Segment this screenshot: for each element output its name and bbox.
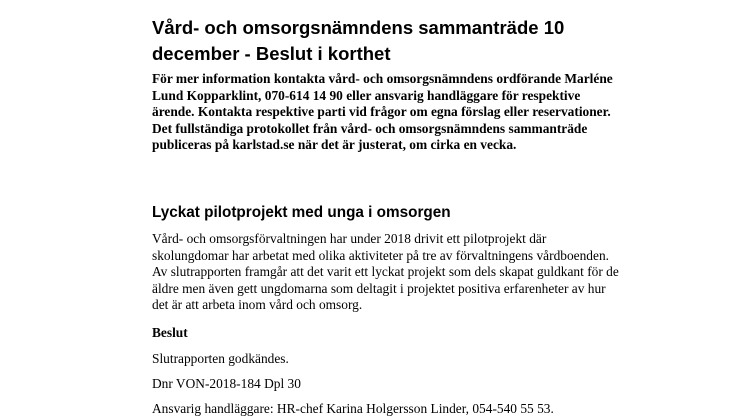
reference-number: Dnr VON-2018-184 Dpl 30 — [152, 376, 301, 391]
section-body: Vård- och omsorgsförvaltningen har under 2018 drivit ett pilotprojekt där skolungdomar har arbetat med olika aktiviteter på tre av förvaltningens vårdboenden. Av slutrapporten framgår att det varit ett lyckat projekt som dels skapat guldkant för de äldre men även gett ungdomarna som deltagit i projektet positiva erfarenheter av hur det är att arbeta inom vård och omsorg. — [152, 231, 619, 313]
section-heading: Lyckat pilotprojekt med unga i omsorgen — [152, 204, 451, 221]
decision-label: Beslut — [152, 325, 188, 340]
decision-text: Slutrapporten godkändes. — [152, 351, 289, 366]
contact-line: Ansvarig handläggare: HR-chef Karina Holgersson Linder, 054-540 55 53. — [152, 401, 554, 416]
document-title: Vård- och omsorgsnämndens sammanträde 10 december - Beslut i korthet — [152, 17, 565, 64]
intro-paragraph: För mer information kontakta vård- och omsorgsnämndens ordförande Marléne Lund Kopparklint, 070-614 14 90 eller ansvarig handläggare för respektive ärende. Kontakta respektive parti vid frågor om egna förslag eller reservationer. Det fullständiga protokollet från vård- och omsorgsnämndens sammanträde publiceras på karlstad.se när det är justerat, om cirka en vecka. — [152, 71, 613, 153]
